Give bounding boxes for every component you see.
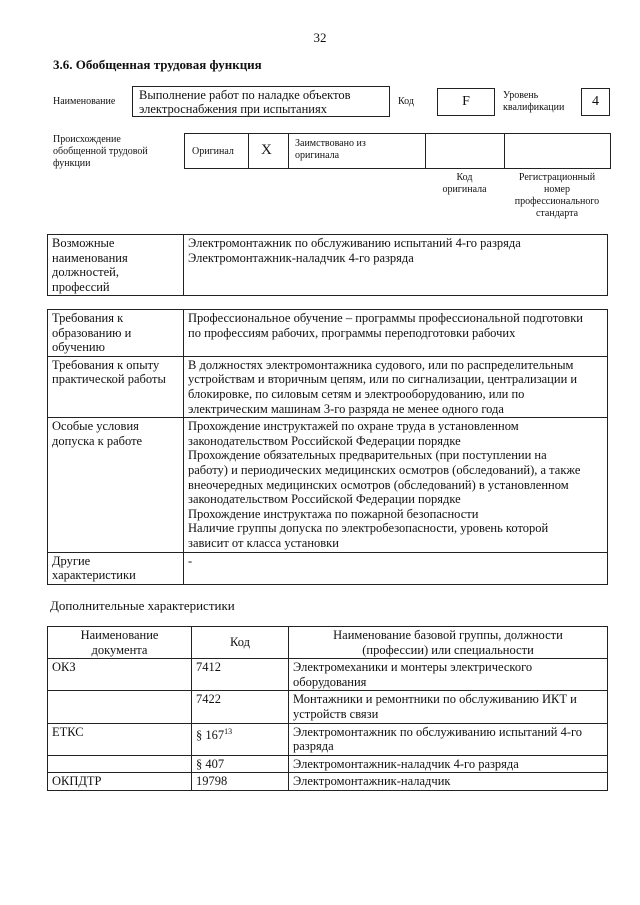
original-mark-cell — [249, 134, 289, 168]
code-cell: 7412 — [192, 659, 289, 691]
requirement-line: - — [188, 553, 193, 568]
additional-table — [47, 626, 608, 791]
origin-label-line: функции — [53, 158, 91, 169]
level-label-line: Уровень — [503, 90, 539, 101]
header-line: документа — [91, 642, 148, 657]
requirement-line: Прохождение инструктажа по пожарной безопасности — [188, 506, 479, 521]
position-line: Электромонтажник-наладчик 4-го разряда — [188, 250, 414, 265]
header-line: Код — [230, 635, 250, 650]
original-code-cell — [426, 134, 505, 168]
function-name-box: Выполнение работ по наладке объектов электроснабжения при испытаниях — [132, 86, 390, 117]
origin-label-line: Происхождение — [53, 134, 121, 145]
table-row — [48, 235, 608, 296]
table-header-row — [48, 627, 608, 659]
header-document — [48, 627, 192, 659]
requirement-line: устройствам и вторичным цепям, или по сигнализации, централизации и — [188, 372, 578, 387]
name-label: Наименование — [53, 96, 116, 107]
requirement-value-cell — [184, 552, 608, 584]
table-row — [48, 723, 608, 755]
header-name — [289, 627, 608, 659]
section-title: 3.6. Обобщенная трудовая функция — [53, 57, 262, 72]
name-line: Монтажники и ремонтники по обслуживанию ИКТ и — [293, 692, 577, 707]
requirement-line: законодательством Российской Федерации порядке — [188, 433, 461, 448]
label-line: допуска к работе — [52, 433, 143, 448]
header-code — [192, 627, 289, 659]
name-cell — [289, 691, 608, 723]
doc-cell: ОКПДТР — [48, 773, 192, 791]
caption-line: стандарта — [535, 208, 579, 219]
requirement-label-cell — [48, 356, 184, 417]
name-line: разряда — [293, 739, 334, 754]
label-line: Другие — [52, 553, 91, 568]
name-cell — [289, 755, 608, 773]
name-line: устройств связи — [293, 706, 379, 721]
requirement-line: зависит от класса установки — [188, 535, 339, 550]
header-line: Наименование базовой группы, должности — [333, 628, 563, 642]
requirement-label-cell — [48, 552, 184, 584]
requirements-table — [47, 309, 608, 585]
name-line: Электромеханики и монтеры электрического — [293, 660, 533, 675]
caption-line: Код — [456, 172, 473, 183]
caption-line: профессионального — [514, 196, 600, 207]
label-line: Требования к опыту — [52, 357, 160, 372]
positions-label-cell — [48, 235, 184, 296]
label-line: Требования к — [52, 311, 124, 325]
positions-value-cell — [184, 235, 608, 296]
table-row — [48, 773, 608, 791]
requirement-line: Наличие группы допуска по электробезопасности, уровень которой — [188, 521, 549, 536]
code-value: F — [437, 88, 495, 116]
level-label — [503, 90, 564, 114]
borrowed-label — [295, 138, 366, 162]
requirement-value-cell — [184, 310, 608, 357]
table-row — [48, 356, 608, 417]
caption-line: Регистрационный — [518, 172, 596, 183]
code-text: § 167 — [196, 727, 225, 742]
label-line: наименования — [52, 250, 128, 265]
level-label-line: квалификации — [503, 102, 565, 113]
name-cell — [289, 659, 608, 691]
footnote-ref: 13 — [224, 726, 233, 736]
requirement-label-cell — [48, 310, 184, 357]
code-cell — [192, 723, 289, 755]
requirement-value-cell — [184, 418, 608, 552]
requirement-line: законодательством Российской Федерации порядке — [188, 492, 461, 507]
header-line: Наименование — [80, 628, 159, 642]
requirement-line: В должностях электромонтажника судового, или по распределительным — [188, 357, 574, 372]
positions-table — [47, 234, 608, 296]
origin-label-line: обобщенной трудовой — [53, 146, 148, 157]
doc-cell — [48, 755, 192, 773]
borrowed-label-line: Заимствовано из — [295, 138, 366, 149]
borrowed-cell — [289, 134, 426, 168]
label-line: характеристики — [52, 568, 136, 583]
requirement-line: по профессиям рабочих, программы переподготовки рабочих — [188, 325, 516, 340]
label-line: образованию и — [52, 325, 132, 340]
page-number: 32 — [313, 30, 327, 45]
requirement-value-cell — [184, 356, 608, 417]
label-line: Возможные — [52, 236, 115, 250]
label-line: практической работы — [52, 372, 166, 387]
doc-cell: ЕТКС — [48, 723, 192, 755]
code-cell: 7422 — [192, 691, 289, 723]
doc-cell — [48, 691, 192, 723]
original-cell — [185, 134, 249, 168]
table-row — [48, 552, 608, 584]
name-cell — [289, 723, 608, 755]
origin-table — [184, 133, 611, 169]
table-row — [48, 755, 608, 773]
registration-caption — [504, 172, 610, 220]
header-line: (профессии) или специальности — [362, 642, 534, 657]
name-line: Электромонтажник по обслуживанию испытаний 4-го — [293, 724, 583, 739]
position-line: Электромонтажник по обслуживанию испытаний 4-го разряда — [188, 236, 521, 250]
requirement-line: электрическим машинам 3-го разряда не менее одного года — [188, 401, 504, 416]
borrowed-label-line: оригинала — [295, 150, 340, 161]
registration-number-cell — [505, 134, 610, 168]
requirement-line: Прохождение обязательных предварительных (при поступлении на — [188, 448, 547, 463]
original-mark: X — [261, 142, 272, 158]
table-row — [48, 659, 608, 691]
name-line: Электромонтажник-наладчик — [293, 774, 451, 789]
caption-line: номер — [544, 184, 570, 195]
requirement-line: блокировке, по силовым сетям и электрооборудованию, или по — [188, 386, 525, 401]
name-line: оборудования — [293, 674, 367, 689]
label-line: профессий — [52, 279, 110, 294]
code-original-caption — [425, 172, 504, 196]
requirement-line: внеочередных медицинских осмотров (обследований) в установленном — [188, 477, 569, 492]
code-label: Код — [398, 96, 414, 107]
label-line: обучению — [52, 340, 105, 355]
original-label: Оригинал — [192, 146, 234, 157]
label-line: должностей, — [52, 265, 119, 280]
requirement-line: Прохождение инструктажей по охране труда в установленном — [188, 419, 519, 434]
caption-line: оригинала — [442, 184, 487, 195]
level-value: 4 — [581, 88, 610, 116]
code-cell: 19798 — [192, 773, 289, 791]
origin-label — [53, 134, 148, 170]
requirement-line: Профессиональное обучение – программы профессиональной подготовки — [188, 311, 583, 325]
label-line: Особые условия — [52, 419, 139, 434]
requirement-label-cell — [48, 418, 184, 552]
table-row — [48, 418, 608, 552]
code-cell: § 407 — [192, 755, 289, 773]
name-line: Электромонтажник-наладчик 4-го разряда — [293, 756, 519, 771]
doc-cell: ОКЗ — [48, 659, 192, 691]
table-row — [48, 310, 608, 357]
requirement-line: работу) и периодических медицинских осмотров (обследований), а также — [188, 462, 581, 477]
name-cell — [289, 773, 608, 791]
table-row — [48, 691, 608, 723]
additional-title: Дополнительные характеристики — [50, 598, 235, 613]
